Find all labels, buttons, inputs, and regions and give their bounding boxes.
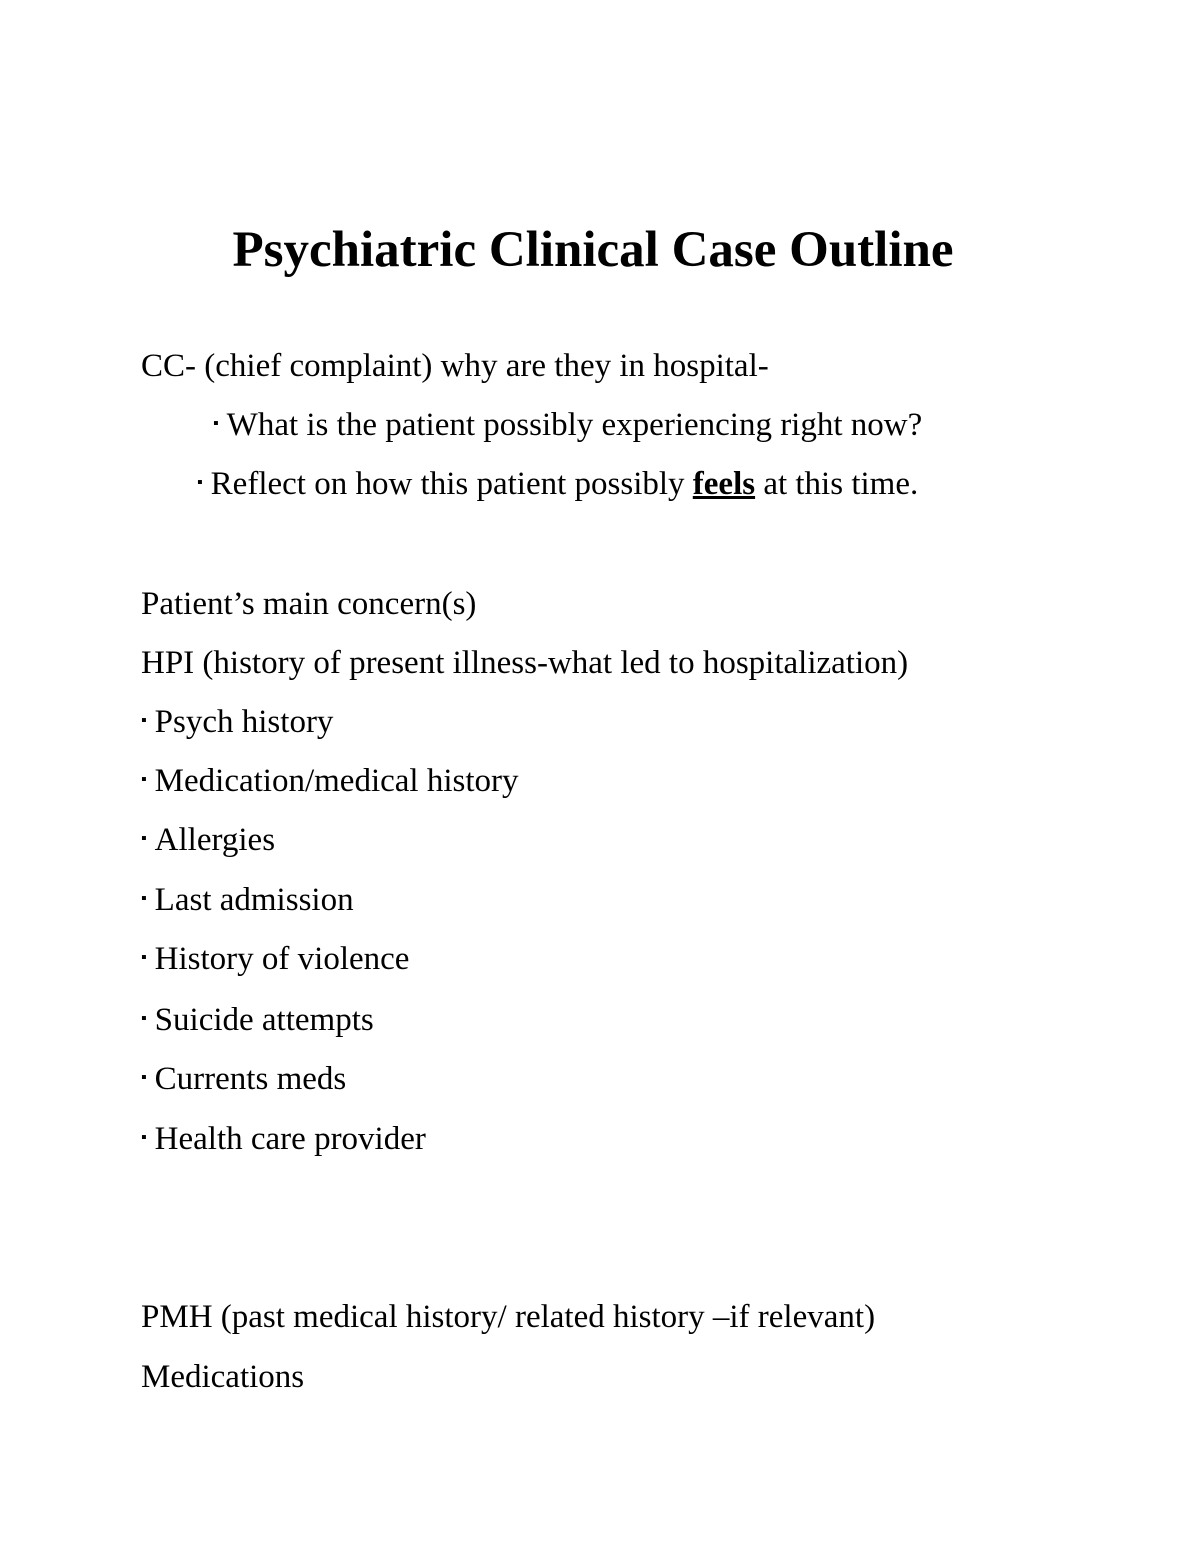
- list-item: [141, 761, 519, 803]
- list-item: [141, 939, 409, 981]
- list-item-text: Allergies: [154, 822, 276, 858]
- chief-complaint-line: CC- (chief complaint) why are they in hospital-: [141, 348, 769, 384]
- cc-subitem-experiencing: [213, 405, 922, 447]
- list-item: [141, 880, 354, 922]
- list-item-text: Last admission: [154, 882, 354, 918]
- bullet-icon: ▪: [197, 474, 203, 492]
- list-item: [141, 1059, 346, 1101]
- bullet-icon: ▪: [141, 830, 147, 848]
- list-item-text: Psych history: [154, 704, 334, 740]
- list-item: [141, 1000, 374, 1042]
- cc-subitem-text: What is the patient possibly experiencing right now?: [226, 407, 923, 443]
- list-item-text: Medication/medical history: [154, 763, 519, 799]
- document-title: Psychiatric Clinical Case Outline: [232, 222, 954, 278]
- reflect-text-after: at this time.: [755, 466, 919, 502]
- main-concern-line: Patient’s main concern(s): [141, 586, 477, 622]
- list-item-text: Currents meds: [154, 1061, 347, 1097]
- list-item-text: Health care provider: [154, 1121, 426, 1157]
- cc-subitem-reflect: [197, 464, 918, 506]
- list-item: [141, 820, 275, 862]
- bullet-icon: ▪: [141, 771, 147, 789]
- bullet-icon: ▪: [141, 712, 147, 730]
- bullet-icon: ▪: [141, 949, 147, 967]
- list-item: [141, 702, 333, 744]
- bullet-icon: ▪: [141, 1010, 147, 1028]
- list-item: [141, 1119, 426, 1161]
- bullet-icon: ▪: [141, 1129, 147, 1147]
- pmh-line: PMH (past medical history/ related history –if relevant): [141, 1299, 876, 1335]
- bullet-icon: ▪: [213, 415, 219, 433]
- bullet-icon: ▪: [141, 890, 147, 908]
- hpi-line: HPI (history of present illness-what led to hospitalization): [141, 645, 909, 681]
- list-item-text: History of violence: [154, 941, 410, 977]
- reflect-emphasis: feels: [692, 466, 756, 502]
- reflect-text-before: Reflect on how this patient possibly: [210, 466, 693, 502]
- bullet-icon: ▪: [141, 1069, 147, 1087]
- list-item-text: Suicide attempts: [154, 1002, 374, 1038]
- medications-line: Medications: [141, 1359, 305, 1395]
